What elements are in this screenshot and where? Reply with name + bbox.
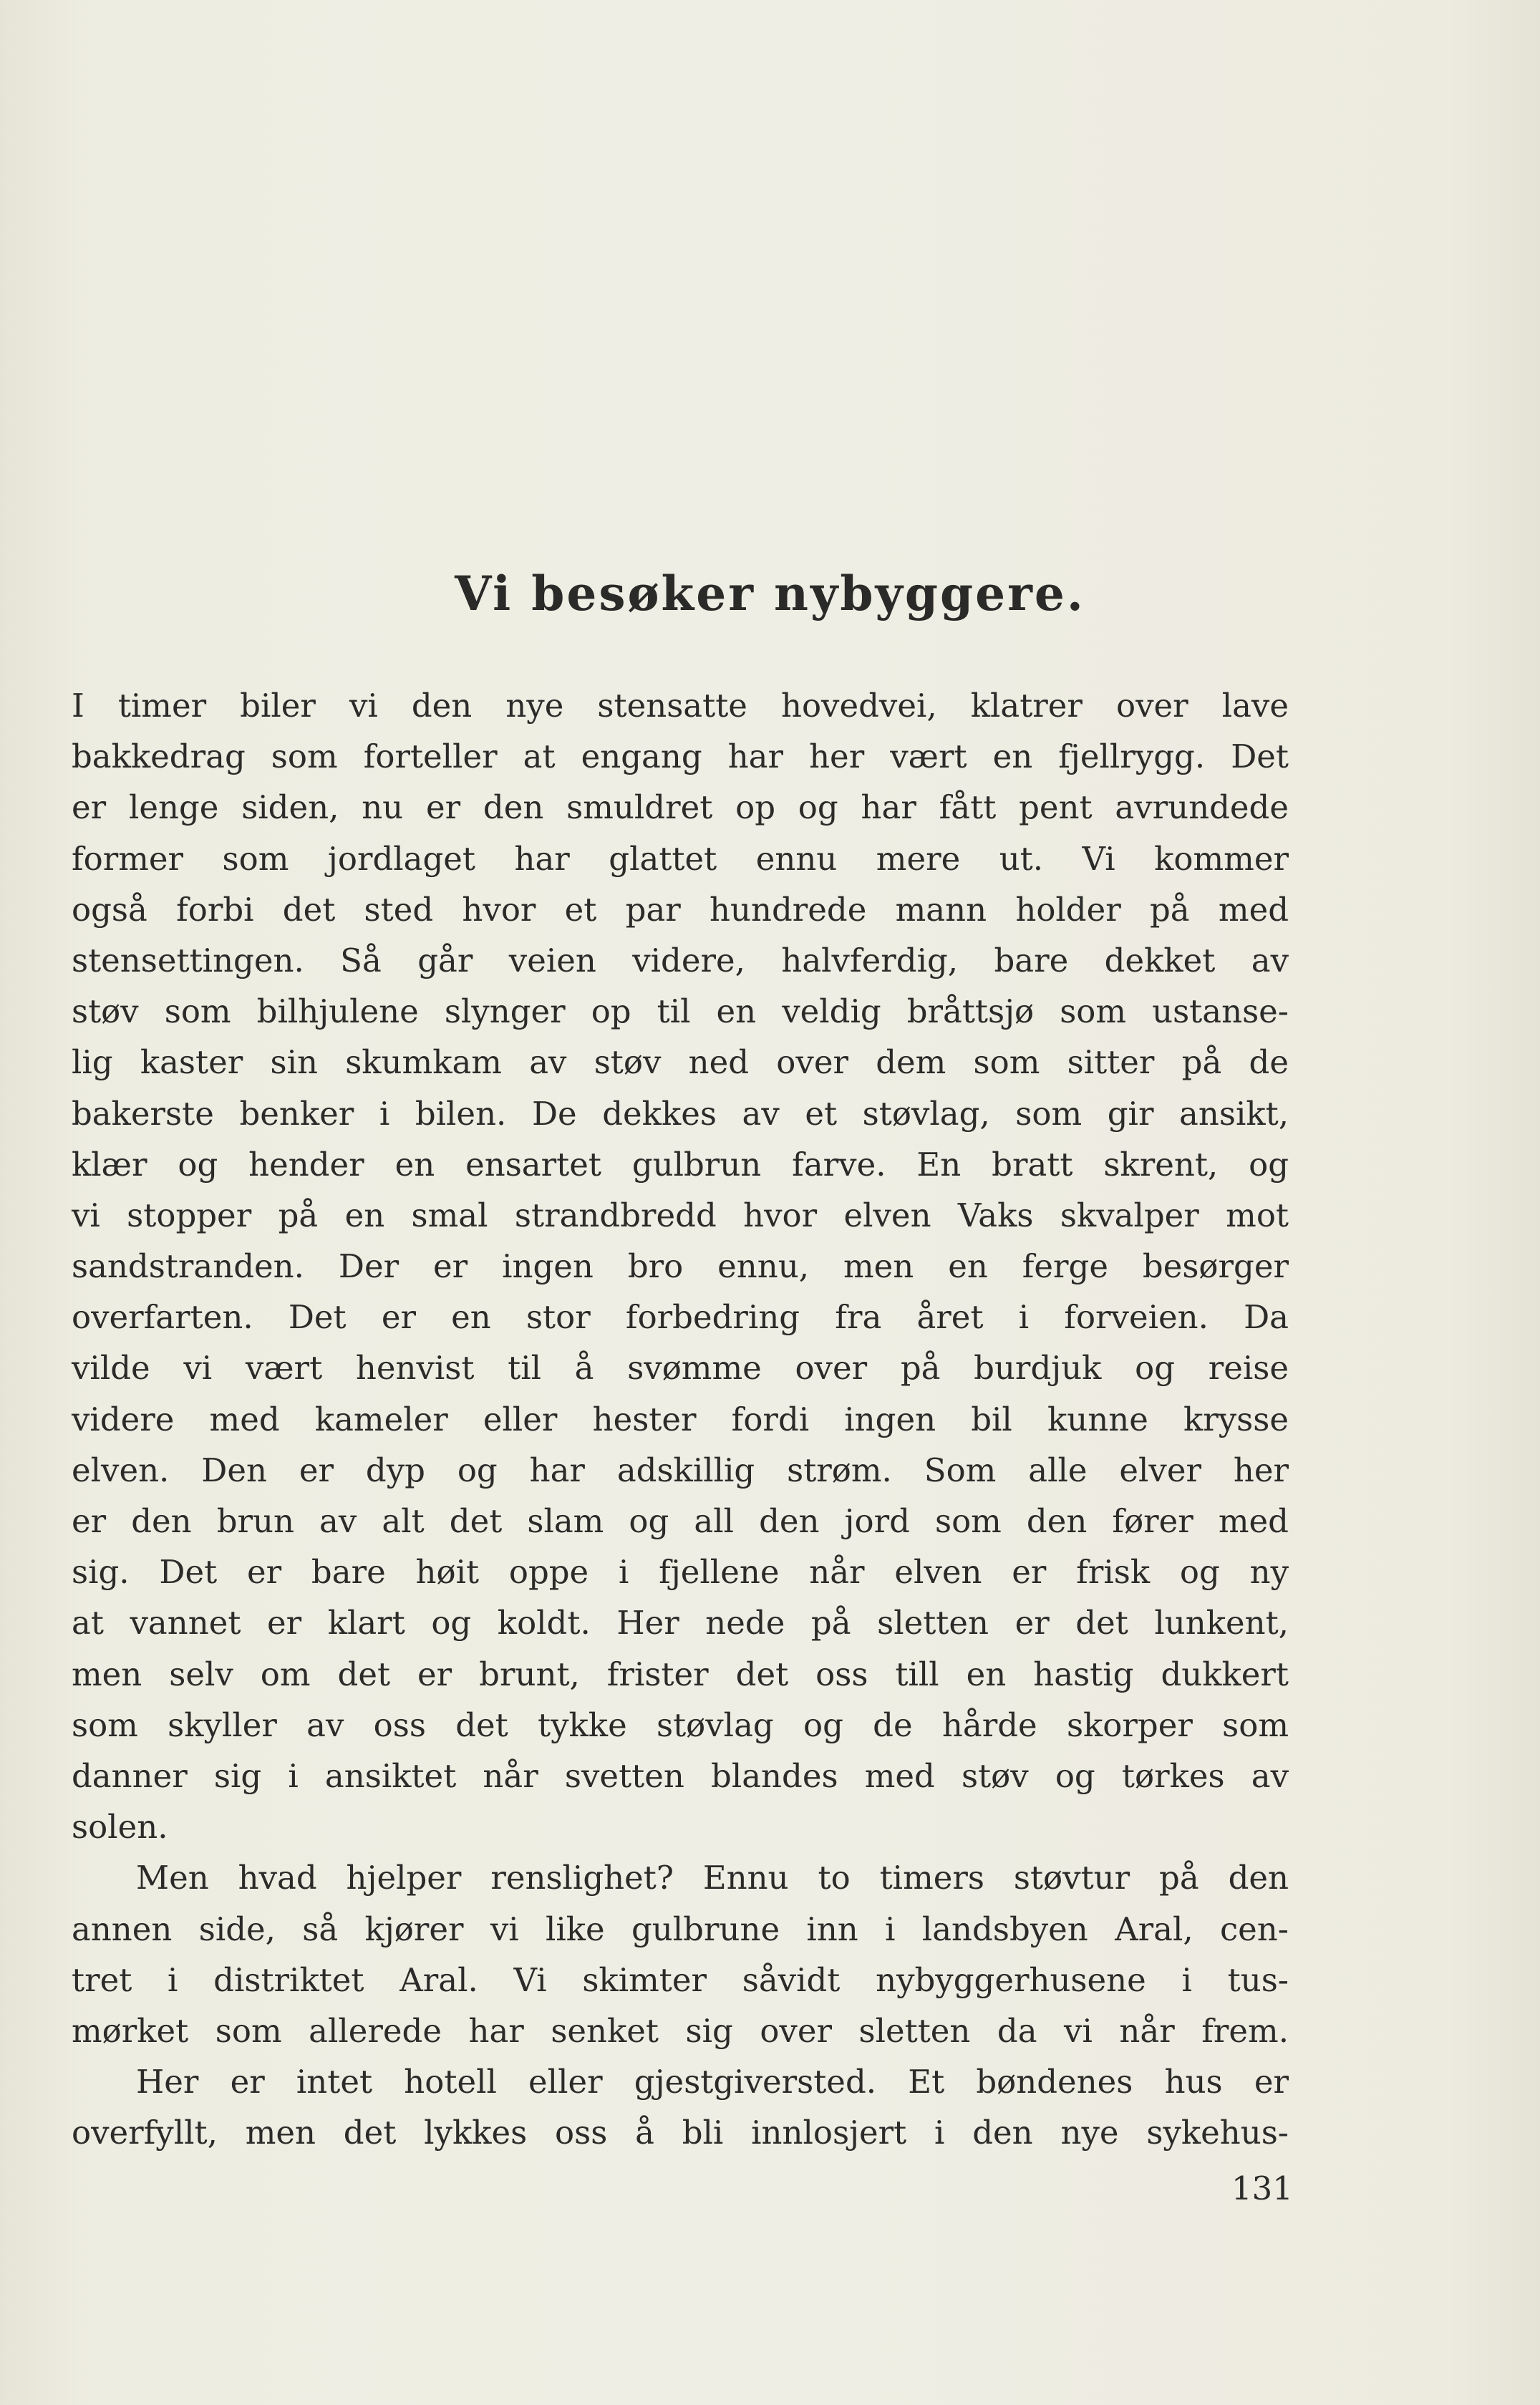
text-line: overfyllt, men det lykkes oss å bli innlosjert i den nye sykehus- (72, 2114, 1289, 2152)
text-line: klær og hender en ensartet gulbrun farve. En bratt skrent, og (72, 1145, 1289, 1184)
text-line: at vannet er klart og koldt. Her nede på sletten er det lunkent, (72, 1604, 1289, 1642)
text-line: er lenge siden, nu er den smuldret op og har fått pent avrundede (72, 788, 1289, 827)
page-number: 131 (1231, 2169, 1293, 2207)
text-line: mørket som allerede har senket sig over sletten da vi når frem. (72, 2011, 1289, 2050)
text-line: bakkedrag som forteller at engang har her vært en fjellrygg. Det (72, 737, 1289, 776)
text-line: sig. Det er bare høit oppe i fjellene når elven er frisk og ny (72, 1553, 1289, 1592)
text-line: I timer biler vi den nye stensatte hovedvei, klatrer over lave (72, 687, 1289, 725)
text-line: også forbi det sted hvor et par hundrede mann holder på med (72, 890, 1289, 929)
text-line: men selv om det er brunt, frister det oss till en hastig dukkert (72, 1655, 1289, 1693)
body-text (72, 680, 1289, 2158)
text-line: vi stopper på en smal strandbredd hvor elven Vaks skvalper mot (72, 1196, 1289, 1234)
text-line: solen. (72, 1808, 168, 1847)
text-line: videre med kameler eller hester fordi ingen bil kunne krysse (72, 1400, 1289, 1438)
text-line: er den brun av alt det slam og all den jord som den fører med (72, 1502, 1289, 1540)
chapter-title: Vi besøker nybyggere. (455, 566, 1085, 621)
text-line: former som jordlaget har glattet ennu mere ut. Vi kommer (72, 839, 1289, 878)
text-line: annen side, så kjører vi like gulbrune inn i landsbyen Aral, cen- (72, 1910, 1289, 1948)
text-line: sandstranden. Der er ingen bro ennu, men en ferge besørger (72, 1247, 1289, 1286)
text-line: tret i distriktet Aral. Vi skimter såvidt nybyggerhusene i tus- (72, 1960, 1289, 1999)
text-line: danner sig i ansiktet når svetten blandes med støv og tørkes av (72, 1756, 1289, 1795)
text-line: elven. Den er dyp og har adskillig strøm. Som alle elver her (72, 1451, 1289, 1489)
text-line: som skyller av oss det tykke støvlag og de hårde skorper som (72, 1705, 1289, 1744)
text-line: bakerste benker i bilen. De dekkes av et støvlag, som gir ansikt, (72, 1094, 1289, 1133)
text-line: vilde vi vært henvist til å svømme over på burdjuk og reise (72, 1349, 1289, 1388)
text-line: Men hvad hjelper renslighet? Ennu to timers støvtur på den (136, 1859, 1289, 1897)
text-line: Her er intet hotell eller gjestgiversted. Et bøndenes hus er (136, 2063, 1289, 2101)
text-line: stensettingen. Så går veien videre, halvferdig, bare dekket av (72, 941, 1289, 979)
text-line: støv som bilhjulene slynger op til en veldig bråttsjø som ustanse- (72, 992, 1289, 1031)
text-line: overfarten. Det er en stor forbedring fra året i forveien. Da (72, 1298, 1289, 1337)
text-line: lig kaster sin skumkam av støv ned over dem som sitter på de (72, 1043, 1289, 1082)
